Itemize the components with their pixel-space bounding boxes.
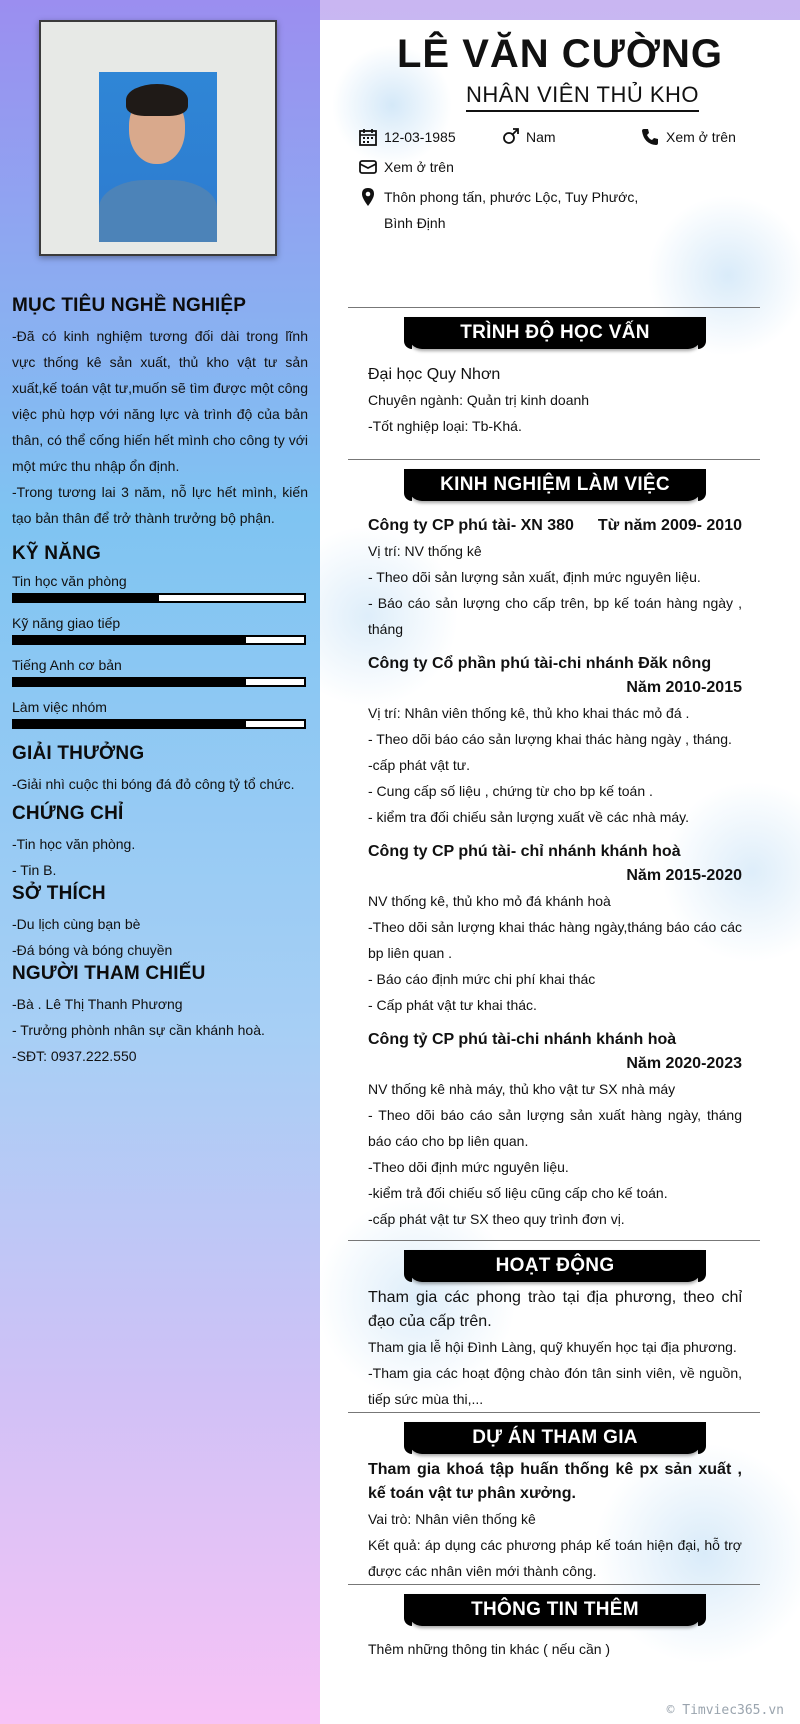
phone-info (640, 124, 736, 150)
divider (348, 307, 760, 308)
experience-line: Vị trí: NV thống kê (368, 543, 482, 559)
skill-item (12, 573, 308, 603)
experience-line: - Theo dõi báo cáo sản lượng sản xuất hàng ngày, tháng báo cáo cho bp liên quan. (368, 1107, 742, 1149)
portrait (99, 72, 217, 242)
candidate-name: LÊ VĂN CƯỜNG (397, 32, 723, 76)
project-role: Vai trò: Nhân viên thống kê (368, 1511, 536, 1527)
skill-bar (12, 593, 306, 603)
left-content (12, 295, 308, 1069)
divider (348, 1584, 760, 1585)
divider (348, 459, 760, 460)
experience-line: - Cấp phát vật tư khai thác. (368, 997, 537, 1013)
location-icon (358, 187, 378, 207)
certs-heading: CHỨNG CHỈ (12, 803, 124, 824)
work-period: Năm 2015-2020 (626, 867, 742, 884)
watermark: © Timviec365.vn (666, 1703, 784, 1718)
divider (348, 1240, 760, 1241)
gender-info (500, 124, 556, 150)
experience-line: NV thống kê, thủ kho mỏ đá khánh hoà (368, 893, 611, 909)
email-value: Xem ở trên (384, 159, 454, 175)
objective-text-1: -Đã có kinh nghiệm tương đối dài trong lĩnh vực thống kê sản xuất, thủ kho vật tư sản xuất,kế toán vật tư,muốn sẽ tìm được một công việc phù hợp với năng lực và trình độ của bản thân, có thể cống hiến hết mình cho công ty với một mức thu nhập ổn định. (12, 328, 308, 474)
project-name: Tham gia khoá tập huấn thống kê px sản xuất , kế toán vật tư phân xưởng. (368, 1461, 742, 1502)
extra-info-heading: THÔNG TIN THÊM (408, 1594, 702, 1626)
activities-lead: Tham gia các phong trào tại địa phương, theo chỉ đạo của cấp trên. (368, 1289, 742, 1330)
divider (348, 1412, 760, 1413)
hobby-item-1: -Du lịch cùng bạn bè (12, 916, 141, 932)
address-info (358, 184, 658, 236)
experience-line: - Cung cấp số liệu , chứng từ cho bp kế toán . (368, 783, 653, 799)
skill-name: Tiếng Anh cơ bản (12, 657, 122, 673)
activities-heading: HOẠT ĐỘNG (408, 1250, 702, 1282)
reference-name: -Bà . Lê Thị Thanh Phương (12, 996, 183, 1012)
birthday-value: 12-03-1985 (384, 129, 456, 145)
experience-line: -Theo dõi định mức nguyên liệu. (368, 1159, 569, 1175)
experience-line: - kiểm tra đối chiếu sản lượng xuất về các nhà máy. (368, 809, 689, 825)
address-line-1: Thôn phong tấn, phước Lộc, Tuy Phước, (384, 189, 639, 205)
awards-heading: GIẢI THƯỞNG (12, 743, 145, 764)
experience-line: - Theo dõi báo cáo sản lượng khai thác hàng ngày , tháng. (368, 731, 732, 747)
experience-line: - Báo cáo sản lượng cho cấp trên, bp kế toán hàng ngày , tháng (368, 595, 742, 637)
skill-item (12, 657, 308, 687)
address-value (384, 184, 638, 236)
awards-text: -Giải nhì cuộc thi bóng đá đỏ công tỷ tổ chức. (12, 776, 295, 792)
calendar-icon (358, 127, 378, 147)
phone-icon (640, 127, 660, 147)
experience-line: -kiểm trả đối chiếu số liệu cũng cấp cho kế toán. (368, 1185, 668, 1201)
work-period: Từ năm 2009- 2010 (597, 517, 742, 534)
graduation-grade: -Tốt nghiệp loại: Tb-Khá. (368, 418, 522, 434)
gender-icon (500, 127, 520, 147)
reference-phone: -SĐT: 0937.222.550 (12, 1048, 137, 1064)
objective-text-2: -Trong tương lai 3 năm, nỗ lực hết mình, kiến tạo bản thân để trở thành trưởng bộ phận. (12, 484, 308, 526)
work-period: Năm 2010-2015 (626, 679, 742, 696)
skill-item (12, 615, 308, 645)
hobby-item-2: -Đá bóng và bóng chuyền (12, 942, 173, 958)
extra-info-section (368, 1636, 742, 1662)
skills-list (12, 573, 308, 729)
main-content (320, 20, 800, 1724)
email-icon (358, 157, 378, 177)
job-title: NHÂN VIÊN THỦ KHO (466, 82, 699, 112)
experience-line: Vị trí: Nhân viên thống kê, thủ kho khai thác mỏ đá . (368, 705, 690, 721)
activity-line: Tham gia lễ hội Đình Làng, quỹ khuyến học tại địa phương. (368, 1339, 737, 1355)
experience-line: NV thống kê nhà máy, thủ kho vật tư SX nhà máy (368, 1081, 676, 1097)
hobbies-heading: SỞ THÍCH (12, 883, 106, 904)
skill-bar (12, 635, 306, 645)
reference-position: - Trưởng phònh nhân sự cần khánh hoà. (12, 1022, 265, 1038)
address-line-2: Bình Định (384, 215, 446, 231)
skill-name: Kỹ năng giao tiếp (12, 615, 121, 631)
experience-line: - Theo dõi sản lượng sản xuất, định mức nguyên liệu. (368, 569, 701, 585)
project-result: Kết quả: áp dụng các phương pháp kế toán hiện đại, hỗ trợ được các nhân viên mới thành công. (368, 1537, 742, 1579)
work-period: Năm 2020-2023 (626, 1055, 742, 1072)
activities-section (368, 1286, 742, 1412)
company-name: Công ty CP phú tài- chỉ nhánh khánh hoà (368, 843, 681, 860)
education-heading: TRÌNH ĐỘ HỌC VẤN (408, 317, 702, 349)
company-name: Công ty Cổ phần phú tài-chi nhánh Đăk nông (368, 655, 712, 672)
experience-line: - Báo cáo định mức chi phí khai thác (368, 971, 596, 987)
major: Chuyên ngành: Quản trị kinh doanh (368, 392, 590, 408)
gender-value: Nam (526, 129, 556, 145)
experience-item-header (368, 514, 742, 538)
company-name: Công ty CP phú tài- XN 380 (368, 517, 574, 534)
skill-item (12, 699, 308, 729)
left-sidebar (0, 0, 320, 1724)
profile-photo (39, 20, 277, 256)
objective-heading: MỤC TIÊU NGHỀ NGHIỆP (12, 295, 247, 316)
skill-bar (12, 677, 306, 687)
skills-heading: KỸ NĂNG (12, 543, 102, 564)
cert-item-1: -Tin học văn phòng. (12, 836, 136, 852)
company-name: Công tỷ CP phú tài-chi nhánh khánh hoà (368, 1031, 677, 1048)
projects-section (368, 1458, 742, 1584)
experience-heading: KINH NGHIỆM LÀM VIỆC (408, 469, 702, 501)
extra-info-text: Thêm những thông tin khác ( nếu cần ) (368, 1641, 611, 1657)
projects-heading: DỰ ÁN THAM GIA (408, 1422, 702, 1454)
experience-line: -cấp phát vật tư SX theo quy trình đơn vị. (368, 1211, 625, 1227)
experience-line: -Theo dõi sản lượng khai thác hàng ngày,tháng báo cáo các bp liên quan . (368, 919, 742, 961)
email-info (358, 154, 454, 180)
skill-name: Làm việc nhóm (12, 699, 107, 715)
skill-name: Tin học văn phòng (12, 573, 127, 589)
experience-line: -cấp phát vật tư. (368, 757, 470, 773)
experience-section (368, 514, 742, 1232)
references-heading: NGƯỜI THAM CHIẾU (12, 963, 206, 984)
phone-value: Xem ở trên (666, 129, 736, 145)
school-name: Đại học Quy Nhơn (368, 366, 501, 383)
birthday-info (358, 124, 456, 150)
activity-line: -Tham gia các hoạt động chào đón tân sinh viên, về nguồn, tiếp sức mùa thi,... (368, 1365, 742, 1407)
education-section (368, 363, 742, 439)
skill-bar (12, 719, 306, 729)
cert-item-2: - Tin B. (12, 862, 57, 878)
